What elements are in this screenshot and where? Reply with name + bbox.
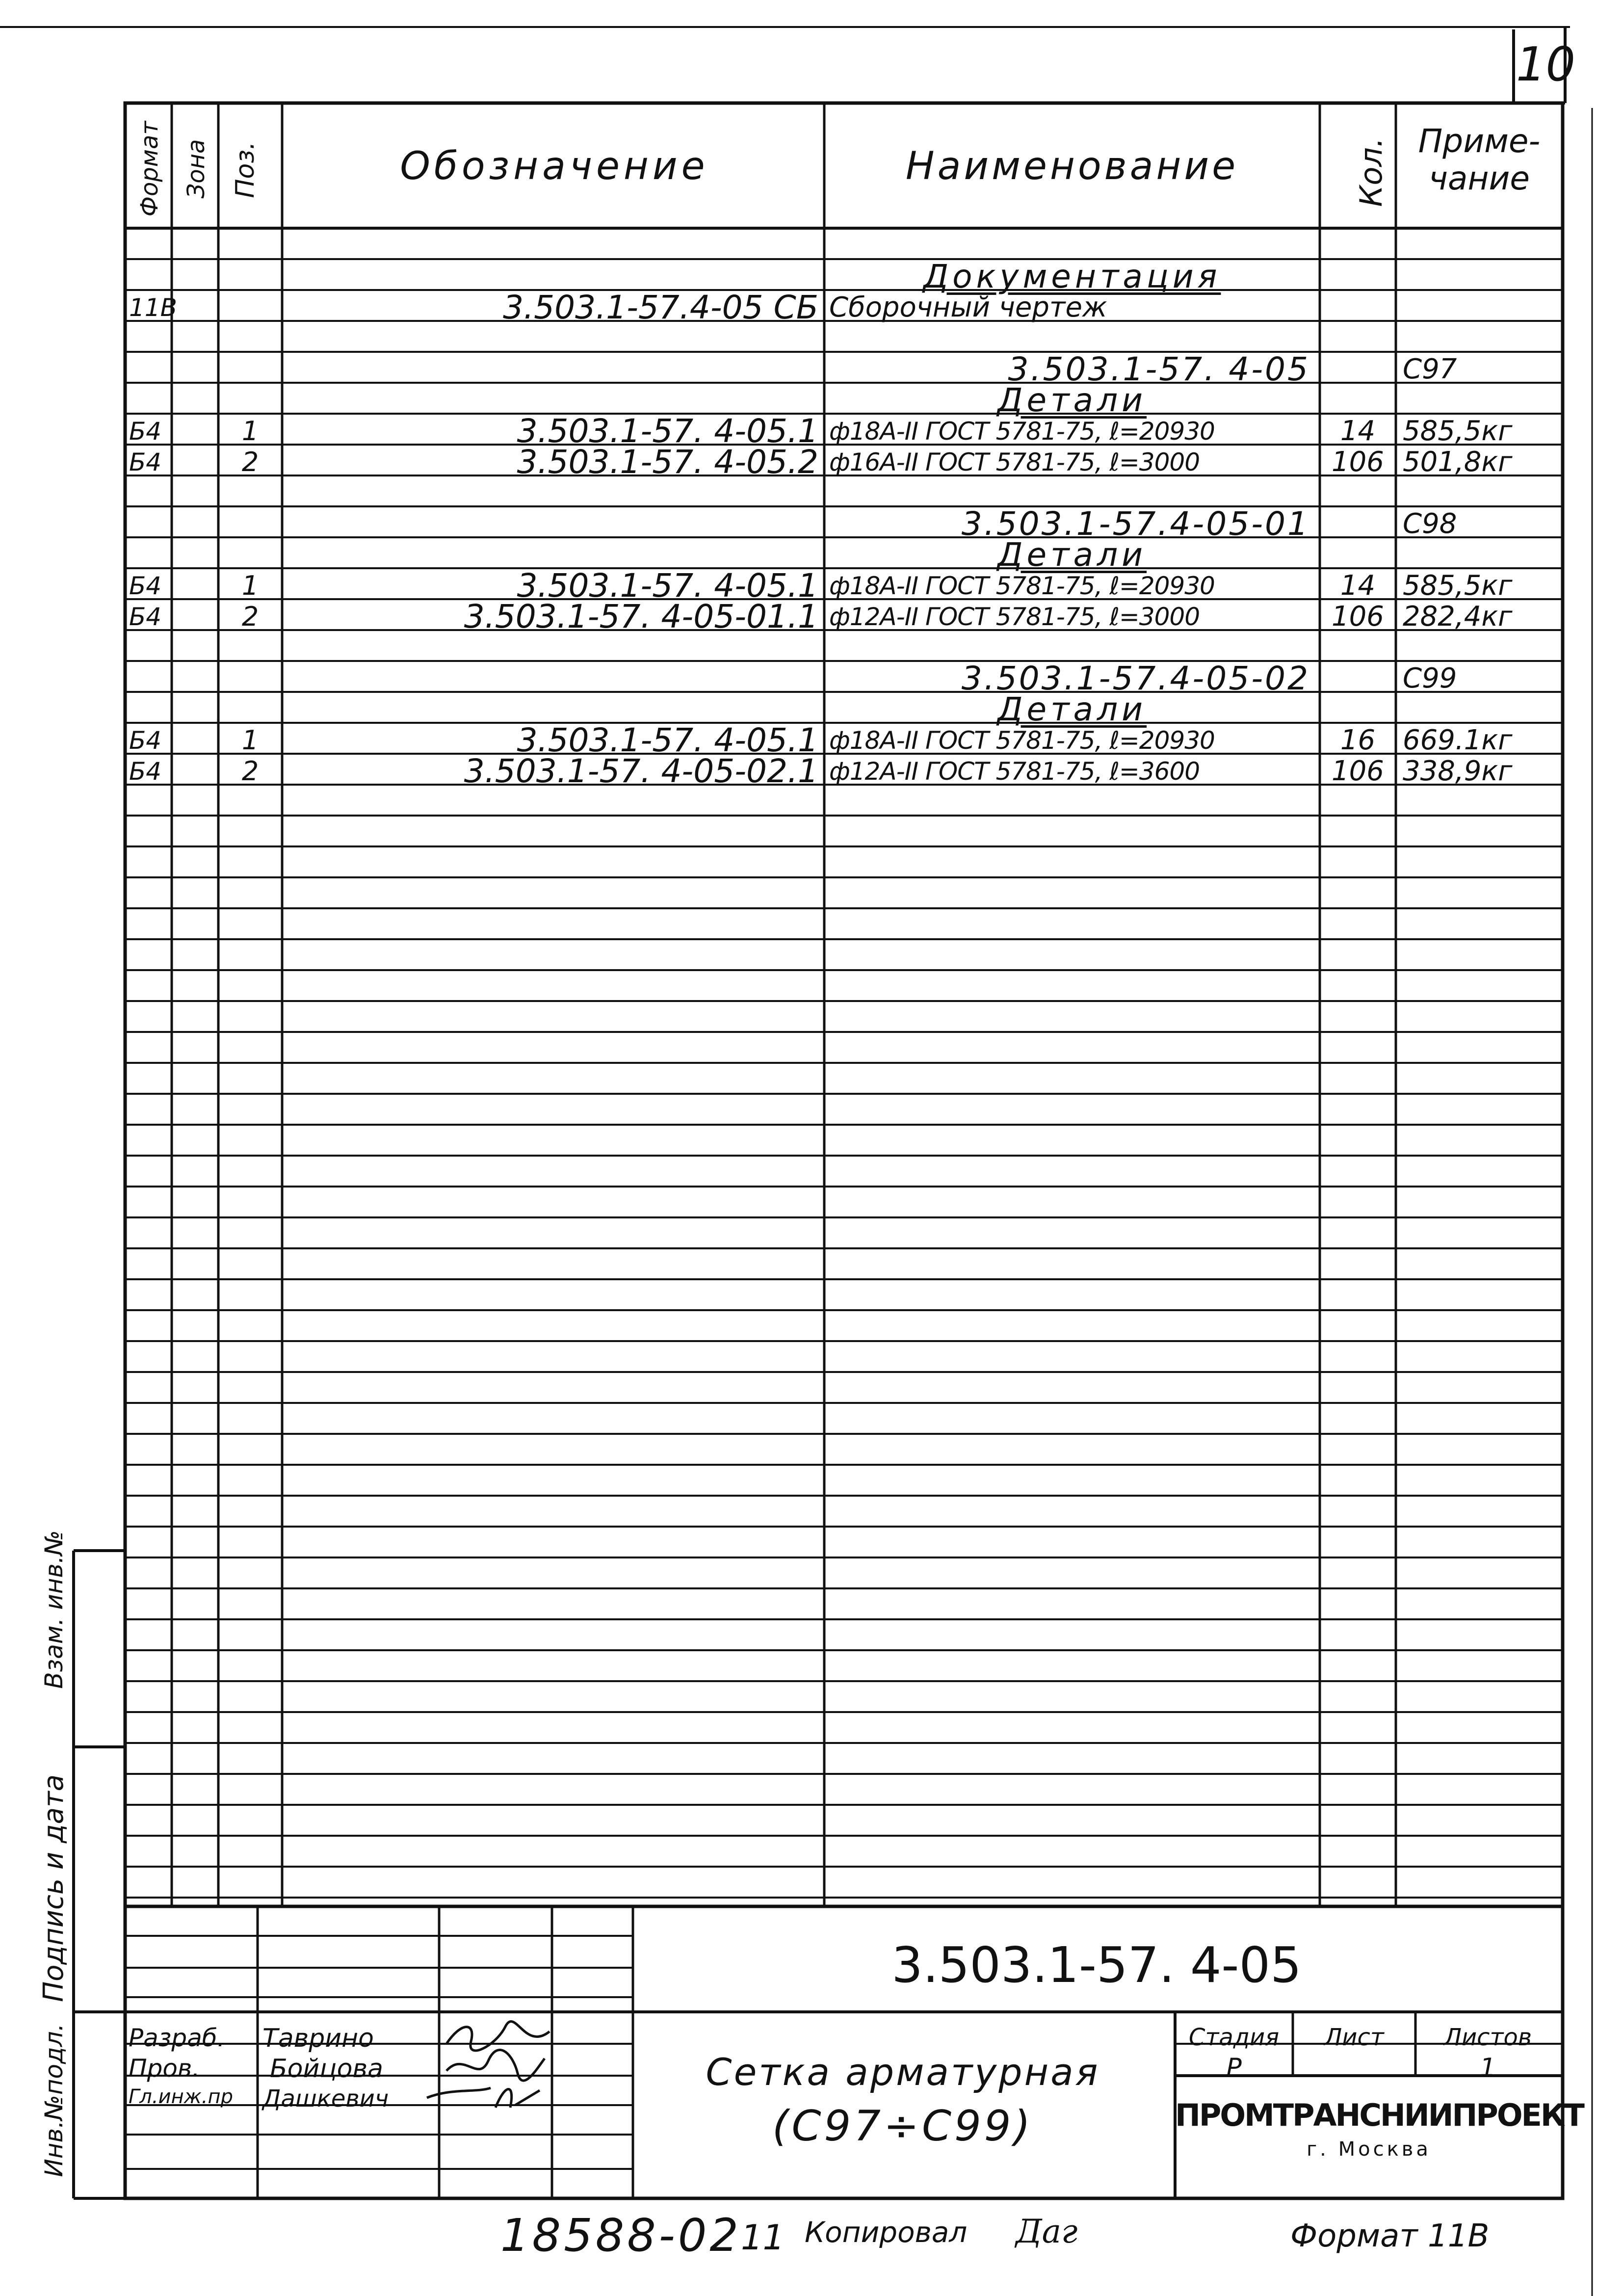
cell-name: 3.503.1-57.4-05-02	[961, 659, 1310, 697]
cell-note: 585,5кг	[1403, 415, 1513, 447]
cell-name: Детали	[997, 690, 1147, 728]
cell-designation: 3.503.1-57. 4-05-01.1	[464, 597, 818, 635]
header-pos: Поз.	[231, 141, 260, 198]
header-name: Наименование	[905, 144, 1239, 188]
cell-pos: 1	[241, 415, 259, 447]
cell-qty: 106	[1332, 755, 1384, 787]
cell-designation: 3.503.1-57. 4-05.1	[517, 412, 818, 450]
cell-format: Б4	[129, 602, 162, 631]
name-chief-engineer: Дашкевич	[262, 2085, 389, 2112]
cell-name: Детали	[997, 381, 1147, 419]
archive-number: 18588-02	[500, 2209, 741, 2262]
cell-name: ф18А-II ГОСТ 5781-75, ℓ=20930	[829, 726, 1215, 755]
cell-pos: 2	[241, 446, 259, 477]
cell-name: Документация	[923, 257, 1221, 295]
cell-format: Б4	[129, 757, 162, 786]
role-developer: Разраб.	[129, 2024, 225, 2052]
cell-pos: 1	[241, 570, 259, 601]
cell-pos: 2	[241, 601, 259, 632]
header-qty: Кол.	[1353, 137, 1389, 207]
cell-note: С99	[1403, 662, 1457, 694]
cell-note: 669.1кг	[1403, 724, 1513, 756]
role-chief-engineer: Гл.инж.пр	[129, 2085, 234, 2108]
cell-note: С97	[1403, 353, 1457, 385]
cell-qty: 14	[1340, 415, 1376, 447]
cell-qty: 14	[1340, 569, 1376, 602]
stage-value: Р	[1226, 2053, 1242, 2083]
cell-qty: 106	[1332, 446, 1384, 478]
header-note: Приме- чание	[1418, 122, 1541, 197]
cell-pos: 2	[241, 755, 259, 787]
cell-name: 3.503.1-57. 4-05	[1008, 350, 1310, 388]
cell-name: 3.503.1-57.4-05-01	[961, 504, 1310, 543]
header-designation: Обозначение	[400, 144, 709, 188]
name-developer: Таврино	[262, 2024, 374, 2053]
doc-code: 3.503.1-57. 4-05	[891, 1936, 1302, 1994]
cell-designation: 3.503.1-57. 4-05.1	[517, 566, 818, 605]
cell-designation: 3.503.1-57.4-05 СБ	[503, 288, 818, 326]
cell-note: С98	[1403, 507, 1457, 540]
copied-signature: Даг	[1016, 2213, 1078, 2250]
cell-note: 501,8кг	[1403, 446, 1513, 478]
cell-name: Сборочный чертеж	[829, 291, 1107, 323]
sheet-number: 10	[1516, 38, 1575, 92]
cell-designation: 3.503.1-57. 4-05-02.1	[464, 752, 818, 790]
title-line-1: Сетка арматурная	[706, 2050, 1100, 2094]
copied-label: Копировал	[805, 2216, 968, 2249]
stage-label: Стадия	[1188, 2024, 1280, 2051]
side-label-inv-podl: Инв.№подл.	[40, 2023, 68, 2177]
organization-city: г. Москва	[1307, 2138, 1431, 2161]
sheet-label: Лист	[1324, 2024, 1384, 2051]
cell-note: 282,4кг	[1403, 600, 1513, 633]
sheets-value: 1	[1479, 2053, 1496, 2083]
cell-designation: 3.503.1-57. 4-05.2	[517, 443, 818, 481]
format-label: Формат 11В	[1290, 2218, 1490, 2254]
side-label-sign-date: Подпись и дата	[38, 1774, 70, 2002]
title-line-2: (С97÷С99)	[772, 2102, 1034, 2151]
header-format: Формат	[136, 121, 163, 217]
cell-designation: 3.503.1-57. 4-05.1	[517, 721, 818, 759]
cell-pos: 1	[241, 724, 259, 756]
cell-format: Б4	[129, 726, 162, 755]
page-mark: 11	[741, 2217, 785, 2258]
cell-name: Детали	[997, 535, 1147, 574]
sheets-label: Листов	[1443, 2024, 1532, 2051]
cell-note: 585,5кг	[1403, 569, 1513, 602]
cell-name: ф18А-II ГОСТ 5781-75, ℓ=20930	[829, 571, 1215, 600]
header-zone: Зона	[183, 139, 210, 199]
cell-format: Б4	[129, 417, 162, 446]
cell-qty: 106	[1332, 600, 1384, 633]
organization-name: ПРОМТРАНСНИИПРОЕКТ	[1175, 2097, 1583, 2133]
side-label-inv-vzam: Взам. инв.№	[40, 1530, 68, 1689]
cell-note: 338,9кг	[1403, 755, 1513, 787]
signature-chief	[422, 2078, 550, 2117]
cell-format: Б4	[129, 571, 162, 600]
cell-name: ф16А-II ГОСТ 5781-75, ℓ=3000	[829, 448, 1200, 476]
cell-name: ф12А-II ГОСТ 5781-75, ℓ=3600	[829, 757, 1200, 786]
cell-qty: 16	[1340, 724, 1376, 756]
cell-name: ф12А-II ГОСТ 5781-75, ℓ=3000	[829, 602, 1200, 631]
cell-name: ф18А-II ГОСТ 5781-75, ℓ=20930	[829, 417, 1215, 446]
cell-format: Б4	[129, 448, 162, 476]
name-checker: Бойцова	[270, 2054, 384, 2084]
cell-format: 11В	[129, 293, 177, 322]
role-checker: Пров.	[129, 2054, 200, 2083]
